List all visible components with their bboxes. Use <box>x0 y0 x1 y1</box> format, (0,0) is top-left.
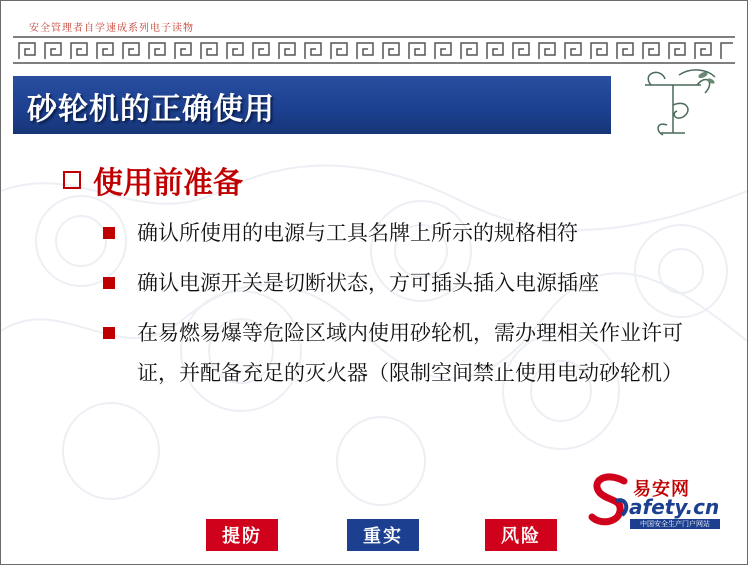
slide-title: 砂轮机的正确使用 <box>27 92 275 127</box>
risk-button[interactable]: 风险 <box>485 519 557 551</box>
bullet-text: 在易燃易爆等危险区域内使用砂轮机，需办理相关作业许可证，并配备充足的灭火器（限制空间禁止使用电动砂轮机） <box>137 321 683 385</box>
bullet-item <box>99 313 709 393</box>
bullet-text: 确认电源开关是切断状态，方可插头插入电源插座 <box>137 271 599 295</box>
bullet-item <box>99 213 709 253</box>
prevent-button[interactable]: 提防 <box>206 519 278 551</box>
red-square-bullet-icon <box>103 327 115 339</box>
red-square-bullet-icon <box>103 277 115 289</box>
logo-tagline: 中国安全生产门户网站 <box>630 519 720 529</box>
section-heading <box>63 158 243 202</box>
fret-border-decoration <box>13 35 735 65</box>
red-square-bullet-icon <box>103 227 115 239</box>
logo-name-cn: 易安网 <box>633 479 690 500</box>
floral-letter-emblem <box>631 65 721 145</box>
title-bar <box>13 76 611 134</box>
bullet-list <box>99 213 709 403</box>
safety-s-logo-icon <box>586 471 632 531</box>
bullet-item <box>99 263 709 303</box>
bullet-text: 确认所使用的电源与工具名牌上所示的规格相符 <box>137 221 578 245</box>
series-title: 安全管理者自学速成系列电子读物 <box>29 23 194 34</box>
logo-name-en: afety.cn <box>629 495 720 519</box>
section-heading-text: 使用前准备 <box>93 166 243 201</box>
emphasis-button[interactable]: 重实 <box>347 519 419 551</box>
checkbox-square-icon <box>63 171 81 189</box>
yian-logo <box>586 471 721 531</box>
